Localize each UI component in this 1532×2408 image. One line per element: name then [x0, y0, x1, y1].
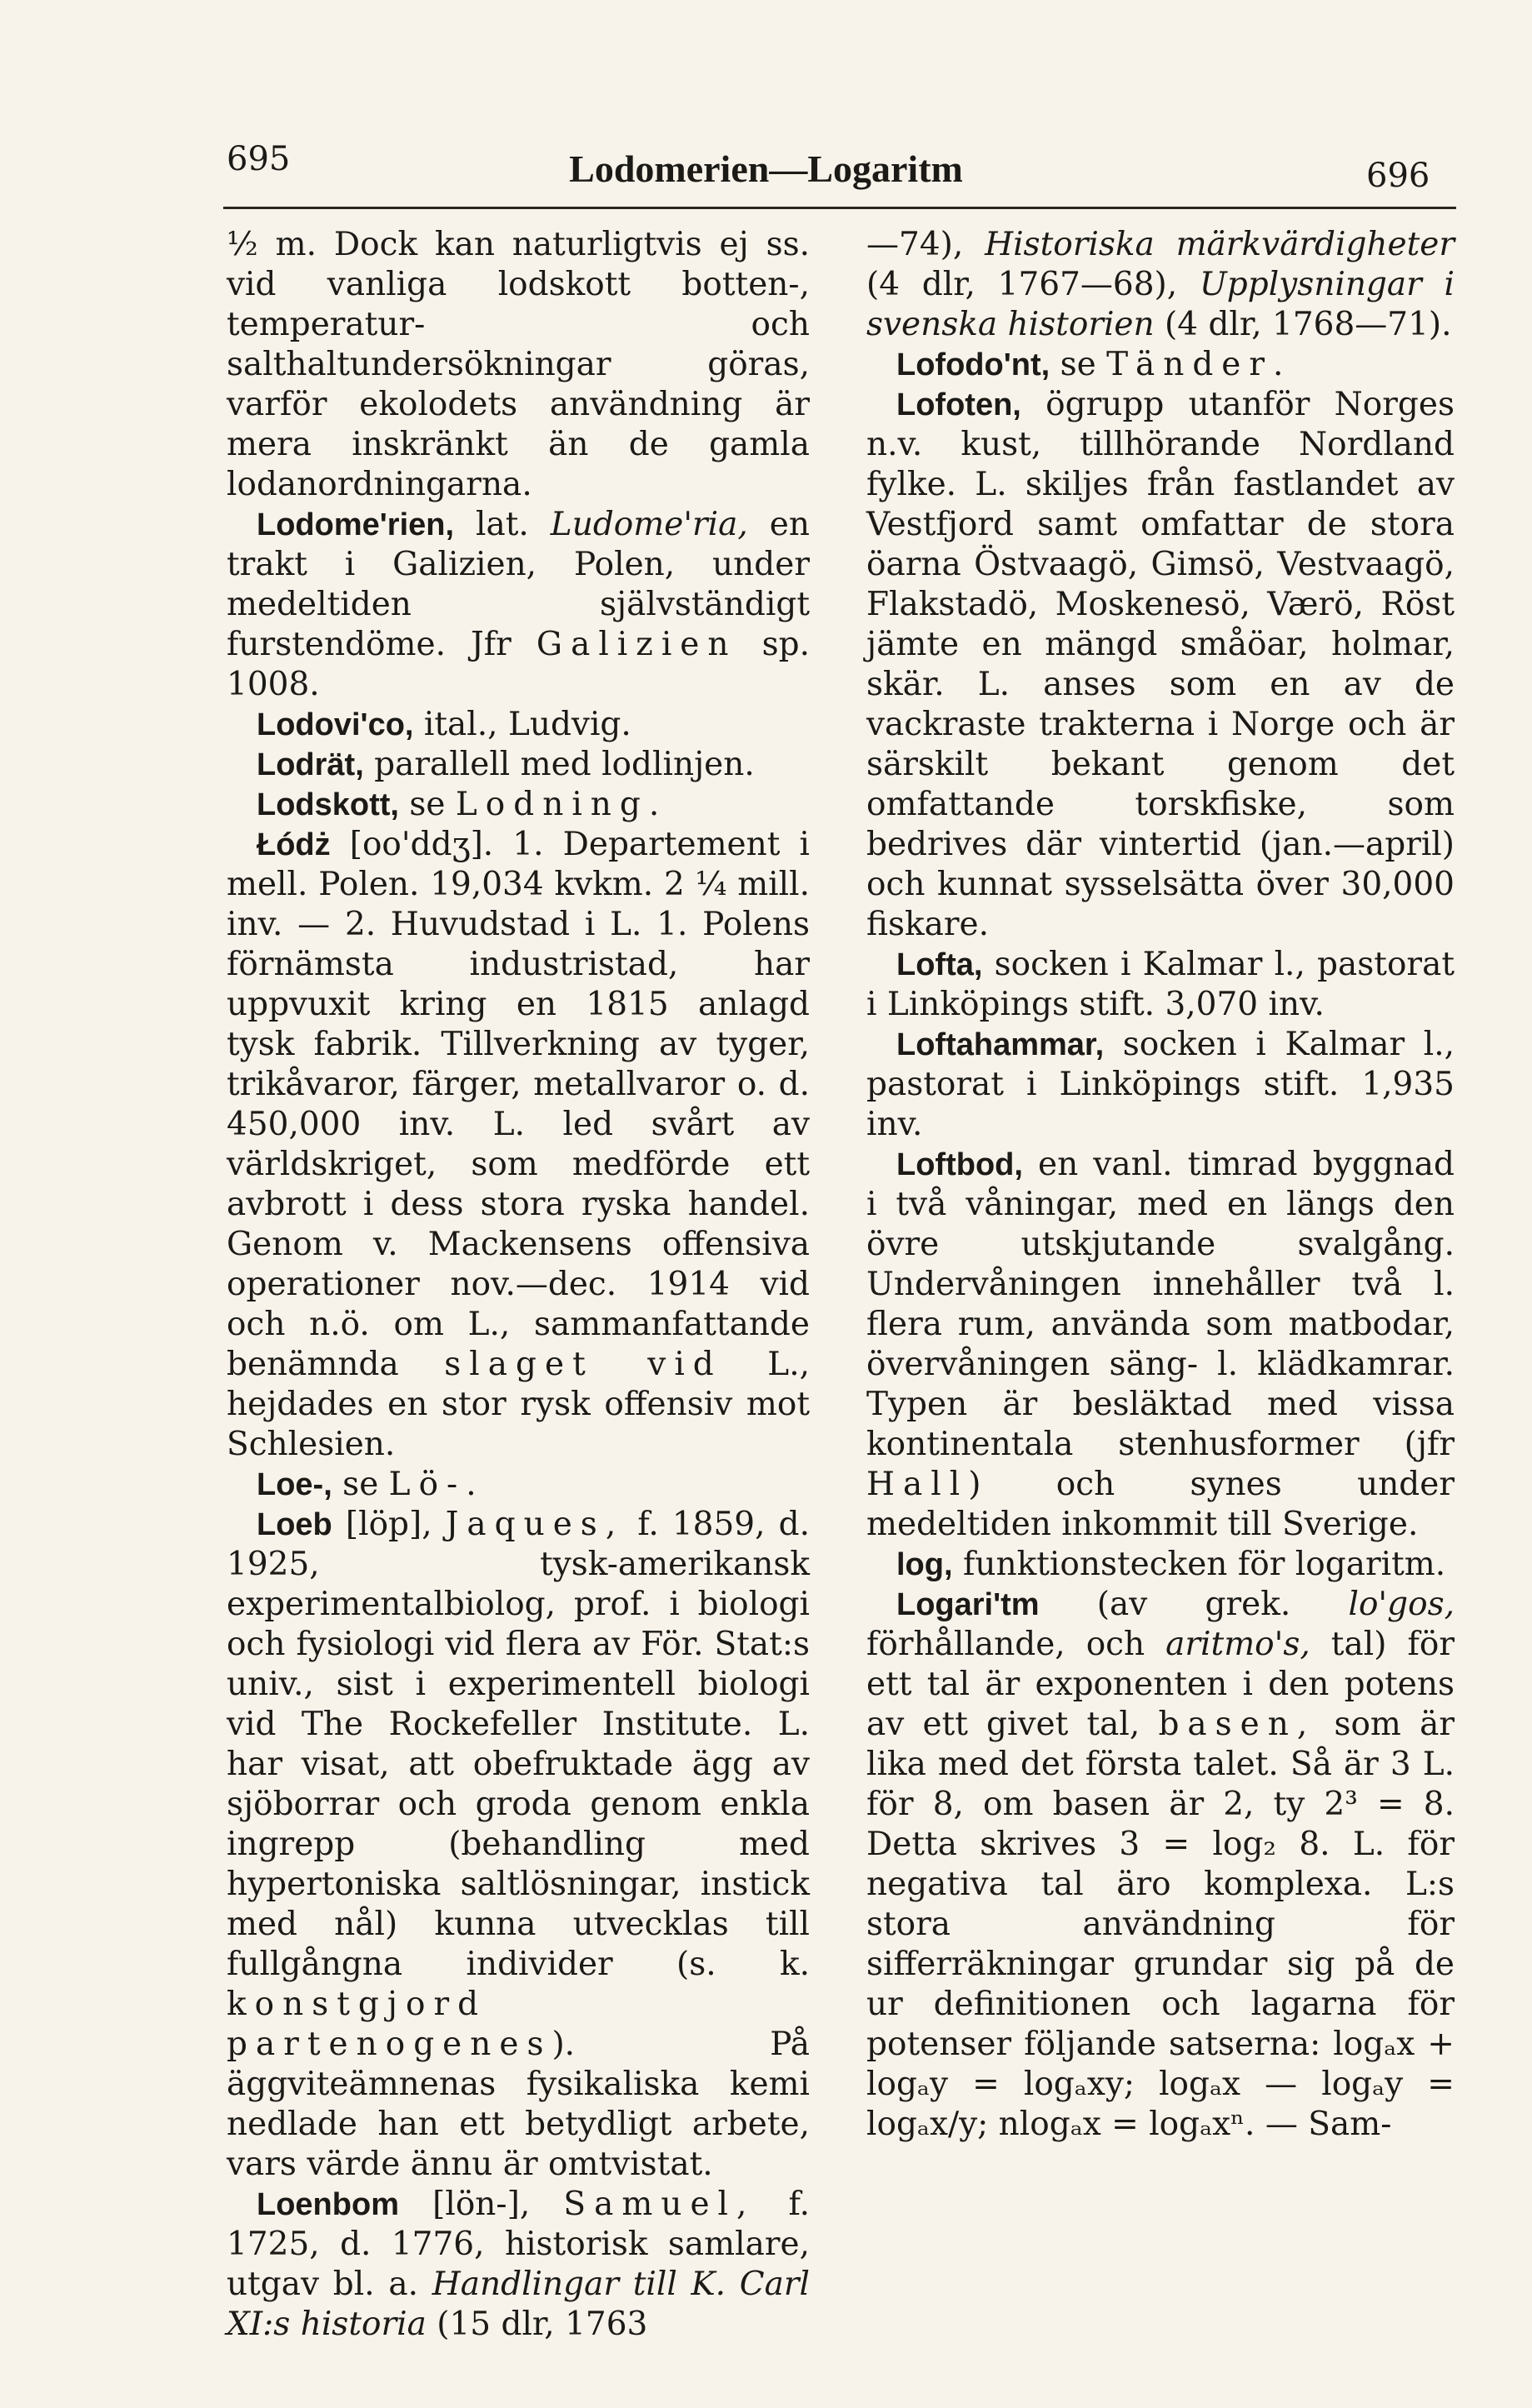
- entry-loenbom: [227, 2185, 810, 2345]
- continued-text: ½ m. Dock kan naturligtvis ej ss. vid vanliga lodskott botten-, temperatur- och salthaltundersökningar göras, varför ekolodets användning är mera inskränkt än de gamla lodanordningarna.: [227, 226, 810, 503]
- entry-text: .: [1273, 346, 1284, 383]
- headword: Lofta,: [896, 947, 983, 982]
- page-number-left: 695: [227, 140, 291, 178]
- entry-text: sp. 1008.: [227, 626, 810, 703]
- italic-text: Handlingar till K. Carl XI:s historia: [227, 2266, 811, 2343]
- header-rule: [223, 207, 1456, 209]
- entry-text: tal) för ett tal är exponenten i den potens av ett givet tal,: [866, 1626, 1455, 1743]
- headword: Lofoten,: [896, 387, 1021, 422]
- headword: Loftbod,: [896, 1147, 1023, 1182]
- formula: logₐx + logₐy = logₐxy; logₐx — logₐy = logₐx/y; nlogₐx = logₐxⁿ.: [866, 2026, 1455, 2143]
- entry-log: [866, 1545, 1455, 1585]
- entry-lodrat: [227, 745, 810, 785]
- entry-text: förhållande, och: [866, 1626, 1166, 1663]
- entry-loftbod: [866, 1145, 1455, 1545]
- entry-text: som är lika med det första talet. Så är 3 L. för 8, om basen är 2, ty 2³ = 8. Detta skrives 3 = log₂ 8. L. för negativa tal äro komplexa. L:s stora användning för sifferräkningar grundar sig på de ur definitionen och lagarna för potenser följande satserna:: [866, 1706, 1455, 2063]
- cross-reference: Lö-: [388, 1466, 467, 1503]
- page-number-right: 696: [1366, 157, 1430, 195]
- spaced-term: basen,: [1158, 1706, 1316, 1743]
- headword: Lodrät,: [257, 747, 364, 782]
- entry-logaritm: [866, 1585, 1455, 2145]
- entry-lodovico: [227, 705, 810, 745]
- headword: Loeb: [257, 1507, 332, 1542]
- entry-text: ). På äggviteämnenas fysikaliska kemi nedlade han ett betydligt arbete, vars värde ännu är omtvistat.: [227, 2026, 810, 2183]
- headword: Lodskott,: [257, 787, 399, 822]
- left-column: [227, 225, 810, 2345]
- spaced-term: slaget vid: [444, 1346, 722, 1383]
- spaced-name: Jaques,: [445, 1506, 625, 1543]
- spaced-name: Samuel,: [563, 2186, 756, 2223]
- italic-text: Historiska märkvärdigheter: [985, 226, 1455, 263]
- headword: Lodome'rien,: [257, 507, 455, 542]
- entry-text: f. 1859, d. 1925, tysk-amerikansk experimentalbiolog, prof. i biologi och fysiologi vid flera av För. Stat:s univ., sist i experimentell biologi vid The Rockefeller Institute. L. har visat, att obefruktade ägg av sjöborrar och groda genom enkla ingrepp (behandling med hypertoniska saltlösningar, instick med nål) kunna utvecklas till fullgångna individer (s. k.: [227, 1506, 810, 1983]
- cross-reference: Galizien: [536, 626, 737, 663]
- continued-text: [866, 225, 1455, 345]
- headword: Lofodo'nt,: [896, 347, 1050, 382]
- entry-text: funktionstecken för logaritm.: [952, 1546, 1446, 1583]
- entry-text: [löp],: [332, 1506, 446, 1543]
- entry-text: en trakt i Galizien, Polen, under medeltiden självständigt furstendöme. Jfr: [227, 506, 810, 663]
- italic-text: Ludome'ria,: [550, 506, 748, 543]
- spaced-term: konstgjord partenogenes: [227, 1986, 552, 2063]
- entry-text: .: [466, 1466, 477, 1503]
- entry-text: — Sam-: [1255, 2106, 1392, 2143]
- headword: Loftahammar,: [896, 1027, 1105, 1062]
- entry-lofodont: [866, 345, 1455, 385]
- cross-reference: Tänder: [1106, 346, 1274, 383]
- entry-lofta: [866, 945, 1455, 1025]
- entry-text: [oo'ddʒ]. 1. Departement i mell. Polen. 19,034 kvkm. 2 ¼ mill. inv. — 2. Huvudstad i L. 1. Polens förnämsta industristad, har uppvuxit kring en 1815 anlagd tysk fabrik. Tillverkning av tyger, trikåvaror, färger, metallvaror o. d. 450,000 inv. L. led svårt av världskriget, som medförde ett avbrott i dess stora ryska handel. Genom v. Mackensens offensiva operationer nov.—dec. 1914 vid och n.ö. om L., sammanfattande benämnda: [227, 826, 810, 1383]
- headword: Łódż: [257, 827, 331, 862]
- headword: Loe-,: [257, 1467, 332, 1502]
- entry-text: se: [1050, 346, 1107, 383]
- entry-text: .: [648, 786, 660, 823]
- headword: Logari'tm: [896, 1587, 1040, 1622]
- entry-text: ital., Ludvig.: [413, 706, 631, 743]
- entry-lofoten: [866, 385, 1455, 945]
- entry-text: (15 dlr, 1763: [426, 2306, 648, 2343]
- entry-text: f. 1725, d. 1776, historisk samlare, utgav bl. a.: [227, 2186, 810, 2303]
- entry-text: L., hejdades en stor rysk offensiv mot Schlesien.: [227, 1346, 811, 1463]
- cross-reference: Lodning: [455, 786, 649, 823]
- entry-text: lat.: [454, 506, 551, 543]
- italic-text: Upplysningar i svenska historien: [866, 266, 1455, 343]
- entry-text: en vanl. timrad byggnad i två våningar, med en längs den övre utskjutande svalgång. Undervåningen innehåller två l. flera rum, använda som matbodar, övervåningen säng- l. klädkamrar. Typen är besläktad med vissa kontinentala stenhusformer (jfr: [866, 1146, 1455, 1463]
- headword: Loenbom: [257, 2187, 399, 2222]
- entry-text: —74),: [866, 226, 986, 263]
- entry-text: (4 dlr, 1767—68),: [866, 266, 1200, 303]
- entry-loe: [227, 1465, 810, 1505]
- entry-text: socken i Kalmar l., pastorat i Linköpings stift. 1,935 inv.: [866, 1026, 1455, 1143]
- headword: log,: [896, 1547, 953, 1582]
- right-column: [866, 225, 1455, 2145]
- italic-text: aritmo's,: [1165, 1626, 1310, 1663]
- cross-reference: Hall: [866, 1466, 969, 1503]
- running-head: Lodomerien—Logaritm: [569, 147, 963, 190]
- entry-text: se: [332, 1466, 389, 1503]
- entry-lodomerien: [227, 505, 810, 705]
- entry-text: [lön-],: [398, 2186, 564, 2223]
- entry-text: (av grek.: [1039, 1586, 1349, 1623]
- entry-loeb: [227, 1505, 810, 2185]
- entry-text: ) och synes under medeltiden inkommit till Sverige.: [866, 1466, 1455, 1543]
- entry-lodz: [227, 825, 810, 1465]
- entry-text: (4 dlr, 1768—71).: [1154, 306, 1452, 343]
- entry-loftahammar: [866, 1025, 1455, 1145]
- entry-text: parallell med lodlinjen.: [363, 746, 755, 783]
- italic-text: lo'gos,: [1348, 1586, 1455, 1623]
- headword: Lodovi'co,: [257, 707, 414, 742]
- entry-lodskott: [227, 785, 810, 825]
- entry-text: se: [398, 786, 456, 823]
- entry-text: ögrupp utanför Norges n.v. kust, tillhörande Nordland fylke. L. skiljes från fastlandet av Vestfjord samt omfattar de stora öarna Östvaagö, Gimsö, Vestvaagö, Flakstadö, Moskenesö, Værö, Röst jämte en mängd småöar, holmar, skär. L. anses som en av de vackraste trakterna i Norge och är särskilt bekant genom det omfattande torskfiske, som bedrives där vintertid (jan.—april) och kunnat sysselsätta över 30,000 fiskare.: [866, 386, 1455, 943]
- entry-text: socken i Kalmar l., pastorat i Linköpings stift. 3,070 inv.: [866, 946, 1455, 1023]
